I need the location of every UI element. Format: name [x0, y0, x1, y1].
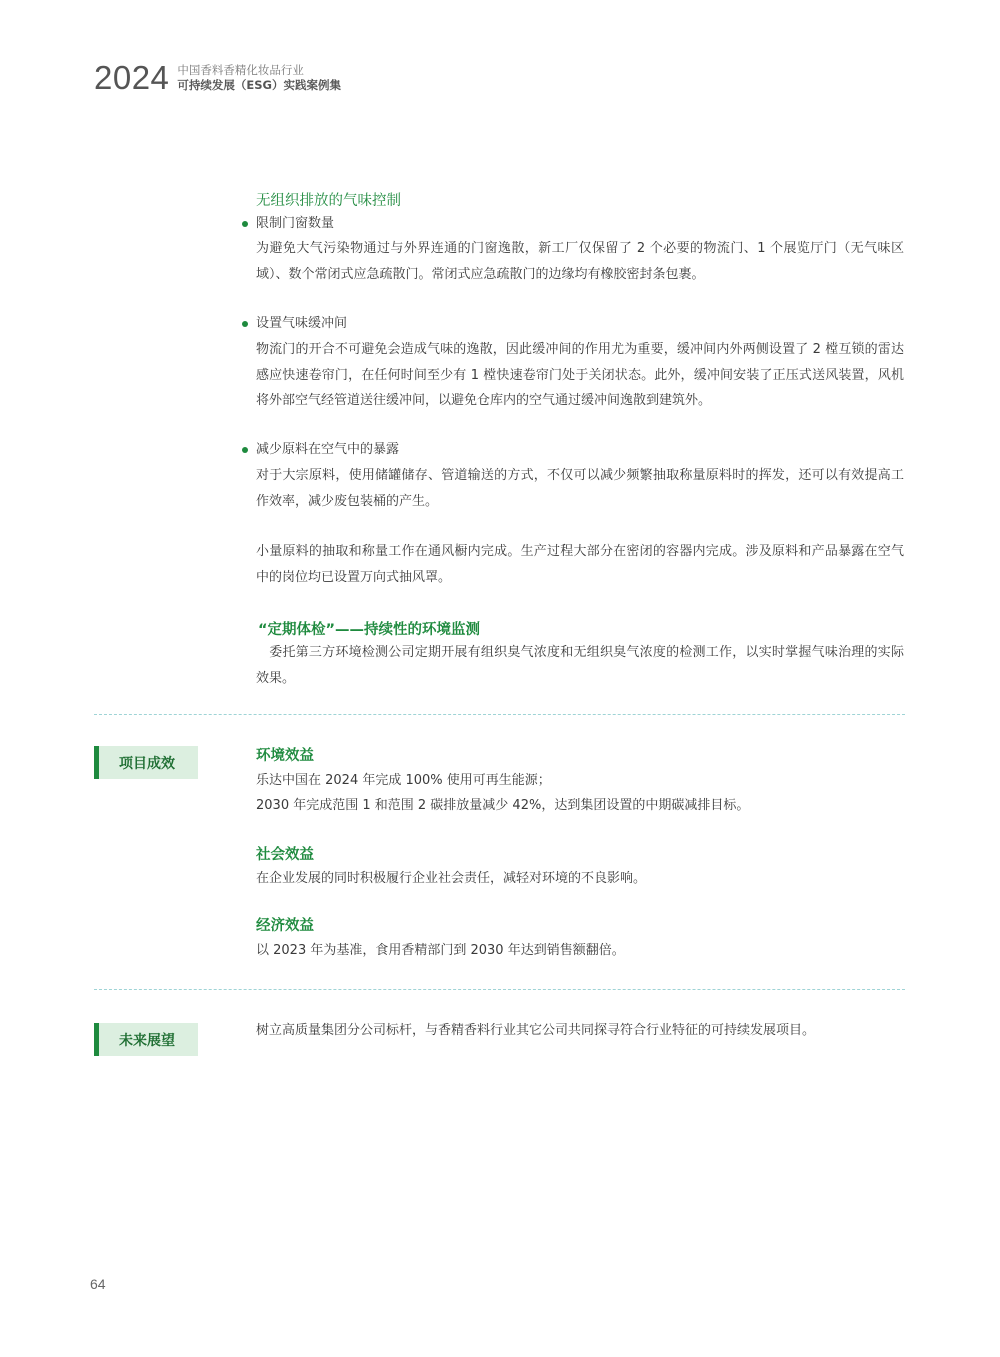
social-benefit-heading: 社会效益	[256, 847, 314, 863]
section-divider	[94, 989, 905, 990]
paragraph-monitoring: 委托第三方环境检测公司定期开展有组织臭气浓度和无组织臭气浓度的检测工作，以实时掌握气味治理的实际效果。	[256, 645, 904, 686]
paragraph-buffer-room: 物流门的开合不可避免会造成气味的逸散，因此缓冲间的作用尤为重要，缓冲间内外两侧设置了 2 樘互锁的雷达感应快速卷帘门，在任何时间至少有 1 樘快速卷帘门处于关闭状态。此外，缓冲间安装了正压式送风装置，风机将外部空气经管道送往缓冲间，以避免仓库内的空气通过缓冲间逸散到建筑外。	[256, 342, 904, 408]
report-title-line1: 中国香料香精化妆品行业	[177, 63, 304, 77]
economic-benefit-text: 以 2023 年为基准，食用香精部门到 2030 年达到销售额翻倍。	[256, 943, 625, 958]
bullet-icon	[242, 447, 248, 453]
bullet-label-buffer-room: 设置气味缓冲间	[256, 316, 348, 331]
monitoring-heading: “定期体检”——持续性的环境监测	[258, 622, 481, 638]
report-header	[94, 58, 341, 98]
bullet-label-doors: 限制门窗数量	[256, 216, 335, 231]
odor-control-heading: 无组织排放的气味控制	[256, 193, 401, 209]
page-number: 64	[90, 1276, 106, 1292]
bullet-icon	[242, 321, 248, 327]
bullet-label-material-exposure: 减少原料在空气中的暴露	[256, 442, 400, 457]
bullet-icon	[242, 221, 248, 227]
environmental-benefit-line2: 2030 年完成范围 1 和范围 2 碳排放量减少 42%，达到集团设置的中期碳减排目标。	[256, 798, 750, 813]
outlook-tag-label: 未来展望	[119, 1033, 175, 1049]
paragraph-material-exposure: 对于大宗原料，使用储罐储存、管道输送的方式，不仅可以减少频繁抽取称量原料时的挥发，还可以有效提高工作效率，减少废包装桶的产生。	[256, 468, 904, 509]
outlook-text: 树立高质量集团分公司标杆，与香精香料行业其它公司共同探寻符合行业特征的可持续发展项目。	[256, 1023, 816, 1038]
social-benefit-text: 在企业发展的同时积极履行企业社会责任，减轻对环境的不良影响。	[256, 871, 647, 886]
results-tag-label: 项目成效	[119, 756, 175, 772]
paragraph-small-materials: 小量原料的抽取和称量工作在通风橱内完成。生产过程大部分在密闭的容器内完成。涉及原料和产品暴露在空气中的岗位均已设置万向式抽风罩。	[256, 544, 904, 585]
environmental-benefit-line1: 乐达中国在 2024 年完成 100% 使用可再生能源；	[256, 773, 551, 788]
report-title	[177, 63, 341, 93]
outlook-section-tag	[94, 1023, 198, 1056]
report-year: 2024	[94, 59, 170, 96]
report-title-line2: 可持续发展（ESG）实践案例集	[177, 78, 341, 92]
results-section-tag	[94, 746, 198, 779]
economic-benefit-heading: 经济效益	[256, 918, 314, 934]
environmental-benefit-heading: 环境效益	[256, 748, 314, 764]
section-divider	[94, 714, 905, 715]
paragraph-doors: 为避免大气污染物通过与外界连通的门窗逸散，新工厂仅保留了 2 个必要的物流门、1 个展览厅门（无气味区域）、数个常闭式应急疏散门。常闭式应急疏散门的边缘均有橡胶密封条包裹。	[256, 241, 904, 282]
